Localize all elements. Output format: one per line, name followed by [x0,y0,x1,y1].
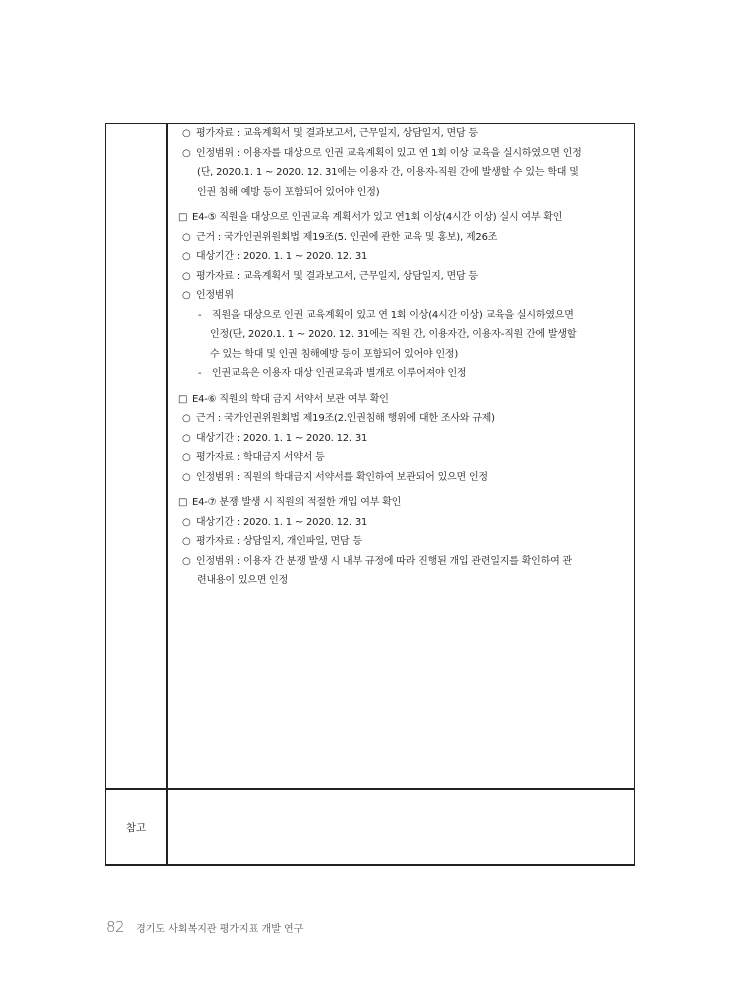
dash-bullet-icon: - [198,309,202,321]
square-bullet-icon: □ [178,497,188,508]
circle-bullet-icon: ○ [182,147,191,159]
sub-list-item: - 직원을 대상으로 인권 교육계획이 있고 연 1회 이상(4시간 이상) 교육을 실시하였으면 [178,306,628,326]
square-bullet-icon: □ [178,393,188,405]
circle-bullet-icon: ○ [182,251,191,262]
circle-bullet-icon: ○ [182,555,191,567]
section-heading: □ E4-⑦ 분쟁 발생 시 직원의 적절한 개입 여부 확인 [178,493,628,513]
dash-bullet-icon: - [198,368,202,379]
list-item: ○ 대상기간 : 2020. 1. 1 ~ 2020. 12. 31 [178,247,628,267]
list-item: ○ 평가자료 : 교육계획서 및 결과보고서, 근무일지, 상담일지, 면담 등 [178,124,628,144]
sub-list-item-continuation: 인정(단, 2020.1. 1 ~ 2020. 12. 31에는 직원 간, 이용자간, 이용자-직원 간에 발생할 [210,329,577,340]
circle-bullet-icon: ○ [182,516,191,528]
list-item: ○ 인정범위 : 이용자 간 분쟁 발생 시 내부 규정에 따라 진행된 개입 관련일지를 확인하여 관 [178,552,628,572]
list-item: ○ 평가자료 : 상담일지, 개인파일, 면담 등 [178,532,628,552]
circle-bullet-icon: ○ [182,471,191,483]
criteria-content [178,124,628,591]
list-item: ○ 근거 : 국가인권위원회법 제19조(5. 인권에 관한 교육 및 홍보), 제26조 [178,228,628,248]
list-item-continuation: 련내용이 있으면 인정 [197,575,289,586]
section-heading: □ E4-⑥ 직원의 학대 금지 서약서 보관 여부 확인 [178,390,628,410]
sub-list-item-continuation: 수 있는 학대 및 인권 침해예방 등이 포함되어 있어야 인정) [210,348,459,360]
column-divider [166,123,168,866]
list-item-continuation: (단, 2020.1. 1 ~ 2020. 12. 31에는 이용자 간, 이용자-직원 간에 발생할 수 있는 학대 및 [197,167,579,178]
circle-bullet-icon: ○ [182,128,191,139]
document-title: 경기도 사회복지관 평가지표 개발 연구 [136,924,304,935]
list-item: ○ 인정범위 : 이용자를 대상으로 인권 교육계획이 있고 연 1회 이상 교육을 실시하였으면 인정 [178,144,628,164]
circle-bullet-icon: ○ [182,270,191,282]
square-bullet-icon: □ [178,212,188,223]
circle-bullet-icon: ○ [182,452,191,463]
sub-list-item: - 인권교육은 이용자 대상 인권교육과 별개로 이루어져야 인정 [178,364,628,384]
list-item: ○ 근거 : 국가인권위원회법 제19조(2.인권침해 행위에 대한 조사와 규제) [178,409,628,429]
page-footer [106,918,303,936]
list-item: ○ 대상기간 : 2020. 1. 1 ~ 2020. 12. 31 [178,513,628,533]
reference-label: 참고 [125,821,147,834]
circle-bullet-icon: ○ [182,231,191,243]
circle-bullet-icon: ○ [182,432,191,444]
list-item: ○ 대상기간 : 2020. 1. 1 ~ 2020. 12. 31 [178,429,628,449]
circle-bullet-icon: ○ [182,413,191,424]
row-divider [105,788,635,790]
circle-bullet-icon: ○ [182,536,191,547]
list-item-continuation: 인권 침해 예방 등이 포함되어 있어야 인정) [197,186,380,198]
page-number: 82 [106,918,125,936]
section-heading: □ E4-⑤ 직원을 대상으로 인권교육 계획서가 있고 연1회 이상(4시간 이상) 실시 여부 확인 [178,208,628,228]
list-item: ○ 평가자료 : 학대금지 서약서 등 [178,448,628,468]
list-item: ○ 평가자료 : 교육계획서 및 결과보고서, 근무일지, 상담일지, 면담 등 [178,267,628,287]
circle-bullet-icon: ○ [182,290,191,301]
list-item: ○ 인정범위 : 직원의 학대금지 서약서를 확인하여 보관되어 있으면 인정 [178,468,628,488]
list-item: ○ 인정범위 [178,286,628,306]
